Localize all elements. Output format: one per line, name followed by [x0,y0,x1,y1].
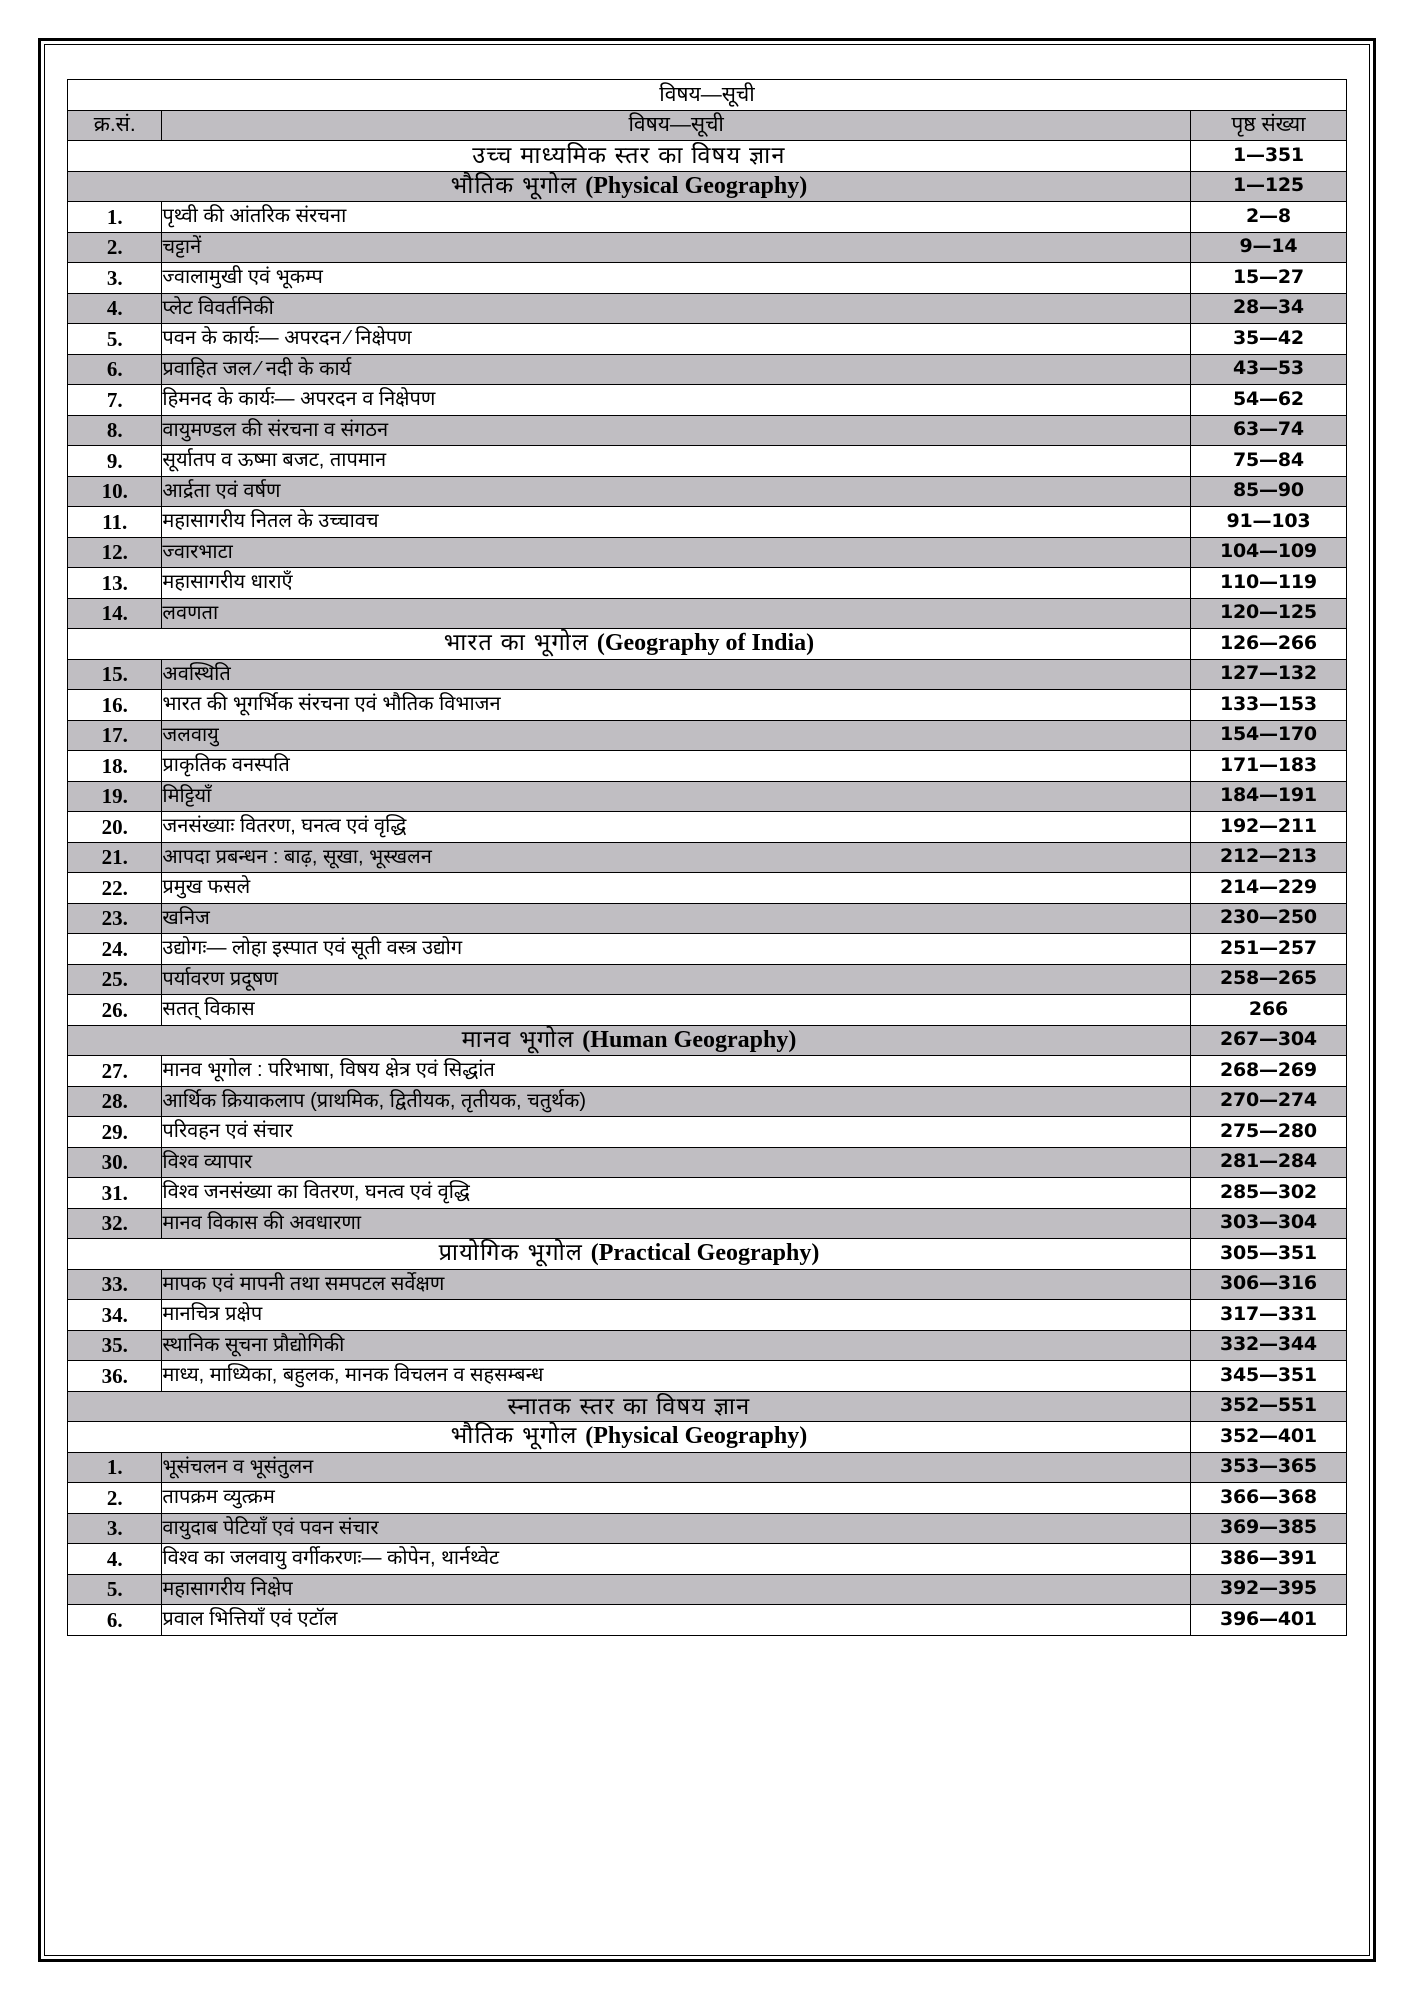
row-serial-number: 2. [68,1483,162,1514]
row-serial-number: 9. [68,446,162,477]
row-page-range: 15—27 [1190,263,1346,294]
row-serial-number: 13. [68,568,162,599]
row-serial-number: 1. [68,1452,162,1483]
row-serial-number: 19. [68,781,162,812]
row-page-range: 270—274 [1190,1086,1346,1117]
table-row [68,842,1347,873]
row-subject-title: खनिज [162,903,1191,934]
row-subject-title: मानव भूगोल : परिभाषा, विषय क्षेत्र एवं सिद्धांत [162,1056,1191,1087]
row-subject-title: लवणता [162,598,1191,629]
row-serial-number: 33. [68,1269,162,1300]
table-row [68,1574,1347,1605]
row-subject-title: जनसंख्याः वितरण, घनत्व एवं वृद्धि [162,812,1191,843]
row-subject-title: प्रवाल भित्तियाँ एवं एटॉल [162,1605,1191,1636]
row-serial-number: 27. [68,1056,162,1087]
section-banner-row [68,1025,1347,1056]
section-banner-hindi: उच्च माध्यमिक स्तर का विषय ज्ञान [472,142,786,169]
row-subject-title: माध्य, माध्यिका, बहुलक, मानक विचलन व सहसम्बन्ध [162,1361,1191,1392]
row-subject-title: विश्व का जलवायु वर्गीकरणः— कोपेन, थार्नथ्वेट [162,1544,1191,1575]
row-page-range: 133—153 [1190,690,1346,721]
row-page-range: 154—170 [1190,720,1346,751]
row-subject-title: अवस्थिति [162,659,1191,690]
row-subject-title: वायुदाब पेटियाँ एवं पवन संचार [162,1513,1191,1544]
row-subject-title: विश्व व्यापार [162,1147,1191,1178]
row-page-range: 184—191 [1190,781,1346,812]
row-serial-number: 4. [68,293,162,324]
section-banner-hindi: भौतिक भूगोल [450,1422,586,1449]
table-row [68,1147,1347,1178]
row-subject-title: सूर्यातप व ऊष्मा बजट, तापमान [162,446,1191,477]
row-page-range: 345—351 [1190,1361,1346,1392]
row-serial-number: 6. [68,354,162,385]
table-row [68,964,1347,995]
page-decorative-frame [38,38,1376,1962]
row-serial-number: 8. [68,415,162,446]
section-banner-hindi: मानव भूगोल [461,1025,583,1052]
row-serial-number: 6. [68,1605,162,1636]
row-page-range: 9—14 [1190,232,1346,263]
row-page-range: 91—103 [1190,507,1346,538]
row-subject-title: स्थानिक सूचना प्रौद्योगिकी [162,1330,1191,1361]
section-banner-label [68,171,1191,202]
page-frame-inner [44,44,1370,1956]
row-subject-title: महासागरीय निक्षेप [162,1574,1191,1605]
row-serial-number: 16. [68,690,162,721]
table-row [68,1513,1347,1544]
row-page-range: 110—119 [1190,568,1346,599]
column-header-serial: क्र.सं. [68,110,162,141]
section-banner-row [68,629,1347,660]
row-page-range: 317—331 [1190,1300,1346,1331]
row-serial-number: 4. [68,1544,162,1575]
row-serial-number: 18. [68,751,162,782]
table-row [68,1361,1347,1392]
row-subject-title: ज्वालामुखी एवं भूकम्प [162,263,1191,294]
table-row [68,232,1347,263]
table-row [68,1056,1347,1087]
table-row [68,324,1347,355]
row-page-range: 251—257 [1190,934,1346,965]
table-row [68,446,1347,477]
row-serial-number: 23. [68,903,162,934]
row-page-range: 85—90 [1190,476,1346,507]
row-subject-title: मापक एवं मापनी तथा समपटल सर्वेक्षण [162,1269,1191,1300]
row-page-range: 306—316 [1190,1269,1346,1300]
row-page-range: 120—125 [1190,598,1346,629]
row-page-range: 230—250 [1190,903,1346,934]
row-subject-title: आर्थिक क्रियाकलाप (प्राथमिक, द्वितीयक, तृतीयक, चतुर्थक) [162,1086,1191,1117]
row-page-range: 266 [1190,995,1346,1026]
row-page-range: 54—62 [1190,385,1346,416]
table-row [68,507,1347,538]
section-banner-label [68,141,1191,172]
table-row [68,385,1347,416]
row-serial-number: 26. [68,995,162,1026]
row-subject-title: तापक्रम व्युत्क्रम [162,1483,1191,1514]
row-page-range: 275—280 [1190,1117,1346,1148]
row-subject-title: मानचित्र प्रक्षेप [162,1300,1191,1331]
row-page-range: 386—391 [1190,1544,1346,1575]
table-row [68,751,1347,782]
section-banner-label [68,1391,1191,1422]
row-serial-number: 34. [68,1300,162,1331]
table-row [68,1483,1347,1514]
row-serial-number: 1. [68,202,162,233]
section-banner-english: (Physical Geography) [585,1423,808,1450]
row-page-range: 2—8 [1190,202,1346,233]
document-title: विषय—सूची [68,80,1347,111]
row-page-range: 353—365 [1190,1452,1346,1483]
row-subject-title: भूसंचलन व भूसंतुलन [162,1452,1191,1483]
row-page-range: 171—183 [1190,751,1346,782]
row-serial-number: 22. [68,873,162,904]
section-banner-hindi: स्नातक स्तर का विषय ज्ञान [507,1392,751,1419]
row-page-range: 192—211 [1190,812,1346,843]
table-row [68,720,1347,751]
row-page-range: 63—74 [1190,415,1346,446]
section-banner-hindi: भारत का भूगोल [443,629,597,656]
section-banner-english: (Physical Geography) [585,172,808,199]
row-serial-number: 25. [68,964,162,995]
row-serial-number: 32. [68,1208,162,1239]
row-page-range: 75—84 [1190,446,1346,477]
section-banner-page-range: 1—125 [1190,171,1346,202]
row-subject-title: मिट्टियाँ [162,781,1191,812]
row-subject-title: महासागरीय नितल के उच्चावच [162,507,1191,538]
table-of-contents [67,79,1347,1636]
table-row [68,537,1347,568]
table-row [68,415,1347,446]
row-serial-number: 7. [68,385,162,416]
row-subject-title: परिवहन एवं संचार [162,1117,1191,1148]
row-subject-title: प्राकृतिक वनस्पति [162,751,1191,782]
row-serial-number: 15. [68,659,162,690]
table-row [68,690,1347,721]
row-subject-title: पर्यावरण प्रदूषण [162,964,1191,995]
row-serial-number: 5. [68,1574,162,1605]
table-row [68,1300,1347,1331]
section-banner-row [68,1391,1347,1422]
row-serial-number: 21. [68,842,162,873]
section-banner-row [68,141,1347,172]
row-subject-title: सतत् विकास [162,995,1191,1026]
table-row [68,995,1347,1026]
row-serial-number: 11. [68,507,162,538]
section-banner-label [68,1239,1191,1270]
section-banner-label [68,1422,1191,1453]
row-page-range: 369—385 [1190,1513,1346,1544]
row-subject-title: प्लेट विवर्तनिकी [162,293,1191,324]
row-page-range: 104—109 [1190,537,1346,568]
row-page-range: 396—401 [1190,1605,1346,1636]
section-banner-label [68,1025,1191,1056]
row-subject-title: प्रवाहित जल ⁄ नदी के कार्य [162,354,1191,385]
row-page-range: 212—213 [1190,842,1346,873]
row-subject-title: ज्वारभाटा [162,537,1191,568]
row-subject-title: आपदा प्रबन्धन : बाढ़, सूखा, भूस्खलन [162,842,1191,873]
section-banner-english: (Practical Geography) [590,1240,820,1267]
row-serial-number: 2. [68,232,162,263]
section-banner-row [68,1422,1347,1453]
row-serial-number: 30. [68,1147,162,1178]
row-subject-title: हिमनद के कार्यः— अपरदन व निक्षेपण [162,385,1191,416]
row-subject-title: जलवायु [162,720,1191,751]
section-banner-page-range: 352—551 [1190,1391,1346,1422]
table-row [68,1544,1347,1575]
row-serial-number: 10. [68,476,162,507]
table-row [68,1605,1347,1636]
row-subject-title: आर्द्रता एवं वर्षण [162,476,1191,507]
section-banner-page-range: 267—304 [1190,1025,1346,1056]
row-subject-title: पवन के कार्यः— अपरदन ⁄ निक्षेपण [162,324,1191,355]
row-page-range: 332—344 [1190,1330,1346,1361]
section-banner-label [68,629,1191,660]
row-page-range: 285—302 [1190,1178,1346,1209]
section-banner-hindi: प्रायोगिक भूगोल [438,1239,591,1266]
row-page-range: 281—284 [1190,1147,1346,1178]
table-row [68,1086,1347,1117]
row-serial-number: 12. [68,537,162,568]
table-row [68,1208,1347,1239]
row-subject-title: विश्व जनसंख्या का वितरण, घनत्व एवं वृद्धि [162,1178,1191,1209]
row-subject-title: उद्योगः— लोहा इस्पात एवं सूती वस्त्र उद्योग [162,934,1191,965]
section-banner-english: (Human Geography) [582,1026,797,1053]
row-serial-number: 5. [68,324,162,355]
row-page-range: 28—34 [1190,293,1346,324]
table-row [68,1178,1347,1209]
row-page-range: 392—395 [1190,1574,1346,1605]
section-banner-hindi: भौतिक भूगोल [450,171,586,198]
table-row [68,1269,1347,1300]
row-serial-number: 3. [68,1513,162,1544]
row-page-range: 43—53 [1190,354,1346,385]
table-row [68,781,1347,812]
row-page-range: 35—42 [1190,324,1346,355]
table-row [68,1330,1347,1361]
table-header-row [68,110,1347,141]
row-serial-number: 20. [68,812,162,843]
row-serial-number: 28. [68,1086,162,1117]
row-serial-number: 31. [68,1178,162,1209]
row-serial-number: 14. [68,598,162,629]
row-subject-title: चट्टानें [162,232,1191,263]
row-serial-number: 35. [68,1330,162,1361]
table-row [68,354,1347,385]
row-serial-number: 17. [68,720,162,751]
section-banner-row [68,1239,1347,1270]
row-serial-number: 36. [68,1361,162,1392]
table-row [68,598,1347,629]
table-row [68,873,1347,904]
row-serial-number: 29. [68,1117,162,1148]
row-page-range: 214—229 [1190,873,1346,904]
column-header-page: पृष्ठ संख्या [1190,110,1346,141]
row-page-range: 127—132 [1190,659,1346,690]
table-row [68,1452,1347,1483]
table-row [68,812,1347,843]
row-subject-title: प्रमुख फसले [162,873,1191,904]
table-row [68,476,1347,507]
section-banner-page-range: 126—266 [1190,629,1346,660]
row-page-range: 303—304 [1190,1208,1346,1239]
table-title-row [68,80,1347,111]
table-row [68,934,1347,965]
section-banner-row [68,171,1347,202]
section-banner-page-range: 1—351 [1190,141,1346,172]
table-row [68,202,1347,233]
table-row [68,293,1347,324]
row-serial-number: 24. [68,934,162,965]
row-subject-title: महासागरीय धाराएँ [162,568,1191,599]
row-page-range: 268—269 [1190,1056,1346,1087]
row-subject-title: पृथ्वी की आंतरिक संरचना [162,202,1191,233]
row-page-range: 366—368 [1190,1483,1346,1514]
row-subject-title: वायुमण्डल की संरचना व संगठन [162,415,1191,446]
row-page-range: 258—265 [1190,964,1346,995]
table-row [68,903,1347,934]
table-row [68,1117,1347,1148]
table-row [68,568,1347,599]
section-banner-page-range: 305—351 [1190,1239,1346,1270]
row-subject-title: मानव विकास की अवधारणा [162,1208,1191,1239]
table-row [68,659,1347,690]
section-banner-page-range: 352—401 [1190,1422,1346,1453]
row-subject-title: भारत की भूगर्भिक संरचना एवं भौतिक विभाजन [162,690,1191,721]
column-header-subject: विषय—सूची [162,110,1191,141]
table-row [68,263,1347,294]
row-serial-number: 3. [68,263,162,294]
section-banner-english: (Geography of India) [596,630,815,657]
